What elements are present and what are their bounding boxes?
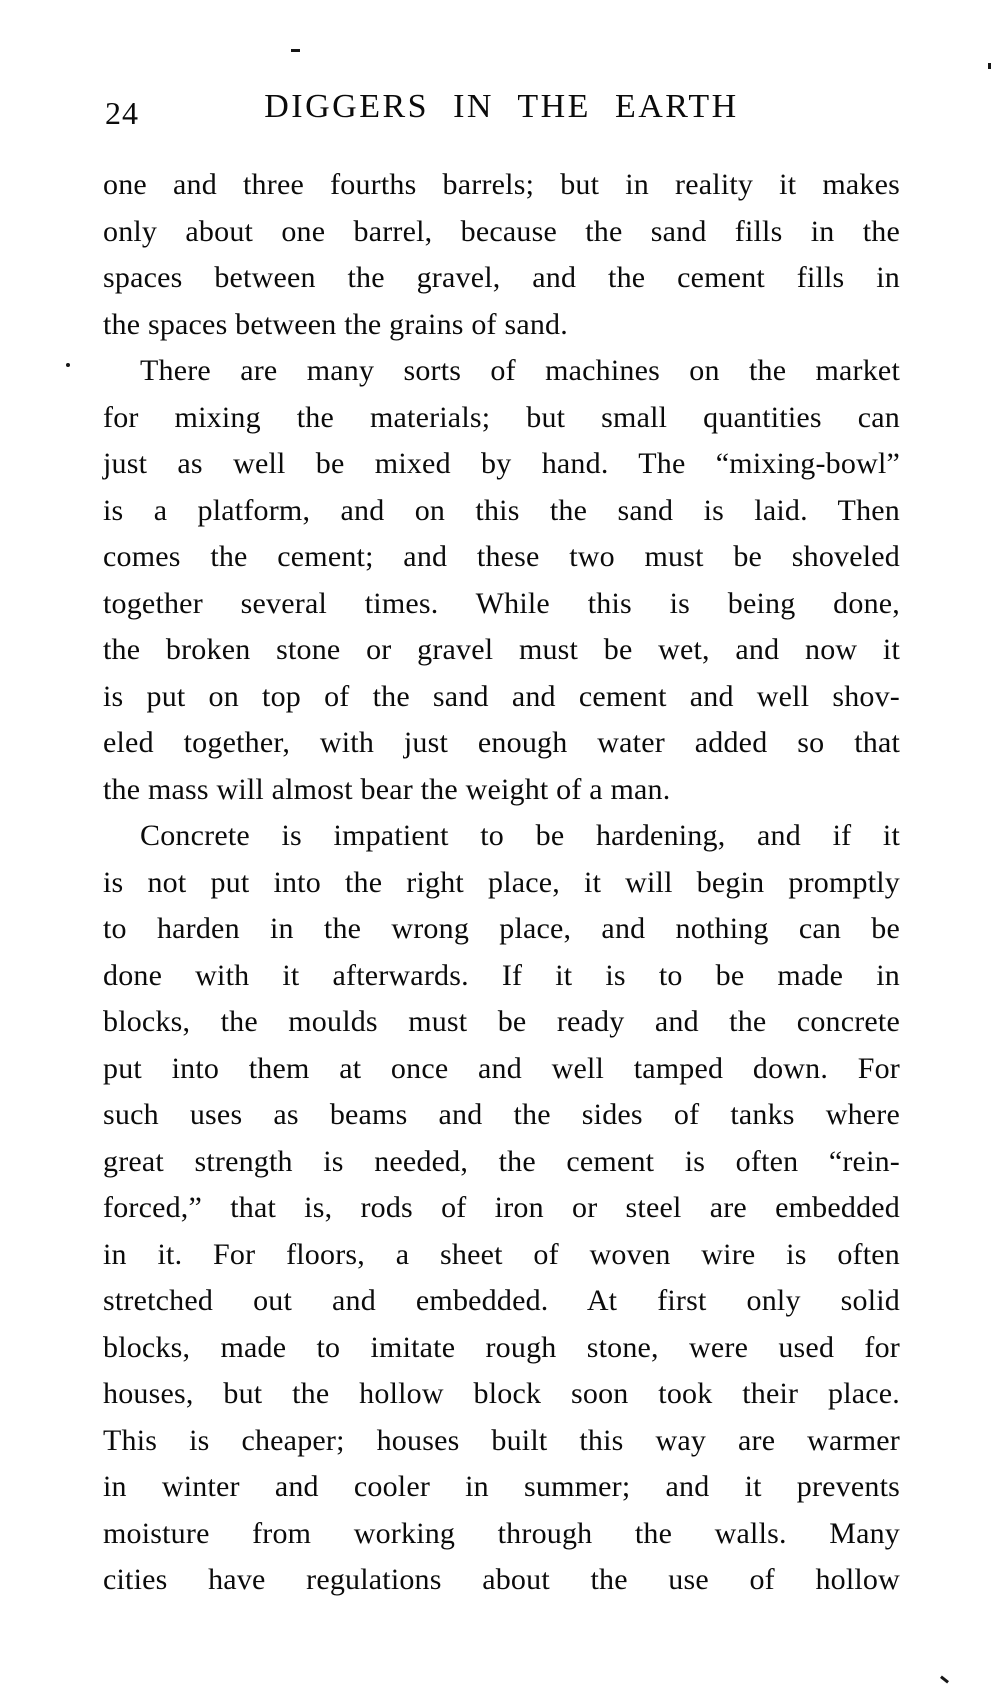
text-line: done with it afterwards. If it is to be made in — [103, 958, 900, 992]
scan-speck — [940, 1676, 949, 1684]
text-line: This is cheaper; houses built this way are warmer — [103, 1423, 900, 1457]
text-line: There are many sorts of machines on the market — [140, 354, 900, 387]
text-line: is not put into the right place, it will begin promptly — [103, 865, 900, 899]
text-line: cities have regulations about the use of hollow — [103, 1563, 900, 1596]
text-line: just as well be mixed by hand. The “mixing-bowl” — [103, 447, 900, 480]
text-line: is put on top of the sand and cement and well shov- — [103, 679, 900, 713]
scan-speck — [291, 49, 300, 52]
text-line: houses, but the hollow block soon took their place. — [103, 1377, 900, 1410]
page-header — [103, 88, 900, 138]
text-line: together several times. While this is being done, — [103, 586, 900, 620]
scan-speck — [988, 63, 991, 69]
text-line: Concrete is impatient to be hardening, and if it — [140, 819, 900, 852]
text-line: the spaces between the grains of sand. — [103, 307, 568, 341]
text-line: moisture from working through the walls. Many — [103, 1516, 900, 1550]
text-line: such uses as beams and the sides of tanks where — [103, 1098, 900, 1131]
text-line: one and three fourths barrels; but in reality it makes — [103, 168, 900, 201]
text-line: in it. For floors, a sheet of woven wire is often — [103, 1237, 900, 1271]
text-line: forced,” that is, rods of iron or steel are embedded — [103, 1191, 900, 1224]
text-line: in winter and cooler in summer; and it prevents — [103, 1470, 900, 1503]
text-line: spaces between the gravel, and the cement fills in — [103, 261, 900, 294]
body-text — [103, 162, 900, 1604]
text-line: eled together, with just enough water added so that — [103, 726, 900, 759]
text-line: blocks, made to imitate rough stone, were used for — [103, 1330, 900, 1364]
text-line: the mass will almost bear the weight of a man. — [103, 772, 671, 806]
text-line: the broken stone or gravel must be wet, and now it — [103, 633, 900, 666]
page-number: 24 — [105, 95, 139, 131]
text-line: to harden in the wrong place, and nothing can be — [103, 912, 900, 945]
text-line: stretched out and embedded. At first only solid — [103, 1284, 900, 1317]
text-line: only about one barrel, because the sand fills in the — [103, 214, 900, 248]
text-line: is a platform, and on this the sand is laid. Then — [103, 493, 900, 527]
text-line: for mixing the materials; but small quantities can — [103, 400, 900, 434]
text-line: great strength is needed, the cement is often “rein- — [103, 1144, 900, 1178]
text-line: put into them at once and well tamped down. For — [103, 1051, 900, 1085]
scan-speck — [66, 363, 70, 367]
running-title: DIGGERS IN THE EARTH — [264, 88, 739, 125]
text-line: comes the cement; and these two must be shoveled — [103, 540, 900, 573]
text-line: blocks, the moulds must be ready and the concrete — [103, 1005, 900, 1038]
